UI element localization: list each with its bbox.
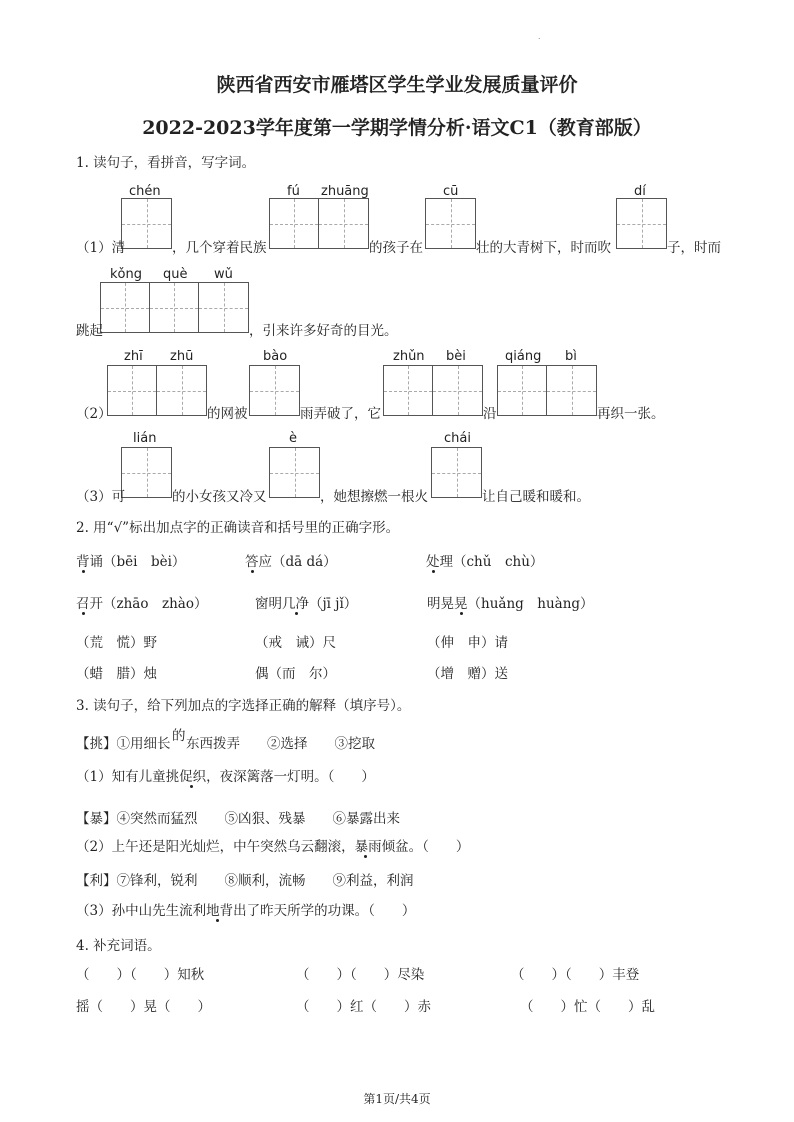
emphasis-dot bbox=[251, 570, 254, 573]
q3-sentence: （3）孙中山先生流利地背出了昨天所学的功课。（ ） bbox=[76, 903, 416, 919]
q2-item: （蜡 腊）烛 bbox=[76, 666, 157, 682]
q4-item: （ ）（ ）尽染 bbox=[296, 967, 425, 983]
sentence-label: （3）可 bbox=[76, 489, 126, 505]
sentence-label: （1）清 bbox=[76, 240, 126, 256]
writing-box[interactable] bbox=[269, 198, 369, 249]
q1-heading: 1. 读句子，看拼音，写字词。 bbox=[76, 155, 256, 171]
writing-box[interactable] bbox=[107, 365, 207, 416]
sentence-text: ，引来许多好奇的目光。 bbox=[249, 323, 398, 339]
pinyin: lián bbox=[133, 431, 157, 446]
pinyin: kǒng bbox=[110, 267, 142, 282]
writing-box[interactable] bbox=[425, 198, 476, 249]
writing-box[interactable] bbox=[269, 447, 320, 498]
sentence-text: 沿 bbox=[483, 406, 497, 422]
q3-definition: 【利】⑦锋利，锐利 ⑧顺利，流畅 ⑨利益，利润 bbox=[76, 873, 414, 889]
pinyin: zhuāng bbox=[321, 184, 369, 199]
pinyin: zhǔn bbox=[393, 349, 425, 364]
pinyin: wǔ bbox=[214, 267, 233, 282]
q2-item: 窗明几净（jī jǐ） bbox=[255, 596, 358, 612]
q4-item: （ ）红（ ）赤 bbox=[296, 999, 431, 1015]
pinyin: dí bbox=[634, 184, 646, 199]
pinyin: zhī bbox=[124, 349, 143, 364]
pinyin: bào bbox=[263, 349, 288, 364]
sentence-text: 壮的大青树下，时而吹 bbox=[476, 240, 611, 256]
writing-box[interactable] bbox=[497, 365, 597, 416]
pinyin: zhū bbox=[170, 349, 194, 364]
q3-definition-sup: 的 bbox=[172, 728, 186, 744]
writing-box[interactable] bbox=[249, 365, 300, 416]
q3-heading: 3. 读句子，给下列加点的字选择正确的解释（填序号）。 bbox=[76, 698, 411, 714]
q4-item: 摇（ ）晃（ ） bbox=[76, 999, 211, 1015]
sentence-text: ，她想擦燃一根火 bbox=[320, 489, 428, 505]
writing-box[interactable] bbox=[100, 282, 249, 333]
pinyin: chái bbox=[444, 431, 471, 446]
pinyin: bì bbox=[565, 349, 577, 364]
pinyin: què bbox=[163, 267, 188, 282]
q2-item: 处理（chǔ chù） bbox=[426, 554, 544, 570]
pinyin: chén bbox=[129, 184, 161, 199]
writing-box[interactable] bbox=[121, 447, 172, 498]
q2-item: （戒 诫）尺 bbox=[255, 635, 336, 651]
sentence-text: 雨弄破了，它 bbox=[300, 406, 381, 422]
sentence-text: 跳起 bbox=[76, 323, 103, 339]
page-number: 第1页/共4页 bbox=[363, 1092, 431, 1106]
sentence-text: 子，时而 bbox=[667, 240, 721, 256]
q2-item: 答应（dā dá） bbox=[245, 554, 337, 570]
pinyin: è bbox=[289, 431, 297, 446]
page-title-line2: 2022-2023学年度第一学期学情分析·语文C1（教育部版） bbox=[142, 117, 652, 139]
pinyin: cū bbox=[443, 184, 459, 199]
q4-item: （ ）忙（ ）乱 bbox=[520, 999, 655, 1015]
q2-heading: 2. 用“√”标出加点字的正确读音和括号里的正确字形。 bbox=[76, 520, 400, 536]
pinyin: qiáng bbox=[505, 349, 542, 364]
sentence-label: （2） bbox=[76, 406, 112, 422]
emphasis-dot bbox=[216, 919, 219, 922]
corner-mark: . bbox=[538, 32, 541, 41]
emphasis-dot bbox=[190, 785, 193, 788]
sentence-text: 让自己暖和暖和。 bbox=[482, 489, 590, 505]
q4-heading: 4. 补充词语。 bbox=[76, 938, 161, 954]
q3-definition: 【暴】④突然而猛烈 ⑤凶狠、残暴 ⑥暴露出来 bbox=[76, 811, 400, 827]
writing-box[interactable] bbox=[616, 198, 667, 249]
emphasis-dot bbox=[460, 612, 463, 615]
emphasis-dot bbox=[432, 570, 435, 573]
q2-item: 偶（而 尔） bbox=[255, 666, 336, 682]
emphasis-dot bbox=[82, 612, 85, 615]
writing-box[interactable] bbox=[121, 198, 172, 249]
q3-definition: 【挑】①用细长 bbox=[76, 736, 171, 752]
q3-definition: 东西拨弄 ②选择 ③挖取 bbox=[186, 736, 375, 752]
writing-box[interactable] bbox=[383, 365, 483, 416]
sentence-text: 的小女孩又冷又 bbox=[172, 489, 267, 505]
q2-item: 明晃晃（huǎng huàng） bbox=[427, 596, 594, 612]
q4-item: （ ）（ ）知秋 bbox=[76, 967, 205, 983]
sentence-text: 的孩子在 bbox=[369, 240, 423, 256]
sentence-text: 再织一张。 bbox=[597, 406, 665, 422]
pinyin: bèi bbox=[446, 349, 466, 364]
sentence-text: ，几个穿着民族 bbox=[172, 240, 267, 256]
page-title-line1: 陕西省西安市雁塔区学生学业发展质量评价 bbox=[216, 74, 578, 96]
writing-box[interactable] bbox=[431, 447, 482, 498]
pinyin: fú bbox=[287, 184, 300, 199]
q2-item: 背诵（bēi bèi） bbox=[76, 554, 186, 570]
q2-item: 召开（zhāo zhào） bbox=[76, 596, 208, 612]
q2-item: （增 赠）送 bbox=[427, 666, 508, 682]
q3-sentence: （1）知有儿童挑促织，夜深篱落一灯明。（ ） bbox=[76, 769, 375, 785]
q2-item: （伸 申）请 bbox=[427, 635, 508, 651]
q4-item: （ ）（ ）丰登 bbox=[511, 967, 640, 983]
q2-item: （荒 慌）野 bbox=[76, 635, 157, 651]
emphasis-dot bbox=[364, 855, 367, 858]
emphasis-dot bbox=[295, 612, 298, 615]
q3-sentence: （2）上午还是阳光灿烂，中午突然乌云翻滚，暴雨倾盆。（ ） bbox=[76, 839, 470, 855]
sentence-text: 的网被 bbox=[207, 406, 248, 422]
emphasis-dot bbox=[82, 570, 85, 573]
